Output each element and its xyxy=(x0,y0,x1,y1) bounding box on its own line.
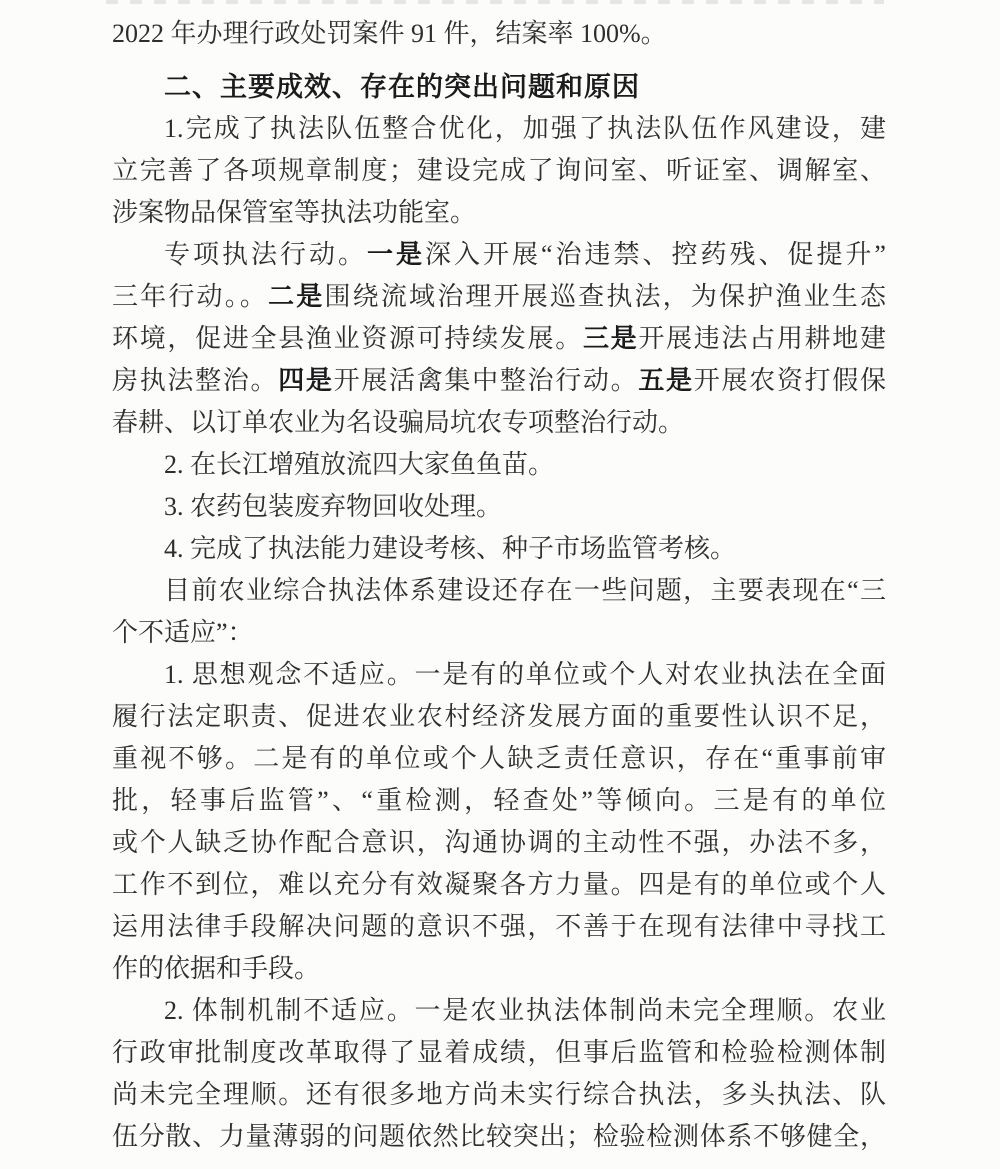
document-text-block xyxy=(112,13,886,1158)
text-line xyxy=(112,234,886,276)
body-text: 伍分散、力量薄弱的问题依然比较突出；检验检测体系不够健全， xyxy=(112,1122,886,1151)
body-text: 或个人缺乏协作配合意识，沟通协调的主动性不强，办法不多， xyxy=(112,828,886,857)
emphasized-text: 二是 xyxy=(268,282,325,311)
text-line xyxy=(112,318,886,360)
text-line xyxy=(112,402,886,444)
emphasized-text: 三是 xyxy=(582,324,639,353)
body-text: 开展违法占用耕地建 xyxy=(638,324,886,353)
body-text: 环境，促进全县渔业资源可持续发展。 xyxy=(112,324,583,353)
emphasized-text: 一是 xyxy=(366,240,425,269)
body-text: 履行法定职责、促进农业农村经济发展方面的重要性认识不足， xyxy=(112,702,886,731)
body-text: 三年行动。。 xyxy=(112,282,269,311)
body-text: 个不适应”： xyxy=(112,618,254,647)
text-line xyxy=(112,486,886,528)
text-line xyxy=(112,192,886,234)
body-text: 工作不到位，难以充分有效凝聚各方力量。四是有的单位或个人 xyxy=(112,870,886,899)
text-line xyxy=(112,654,886,696)
text-line xyxy=(112,864,886,906)
body-text: 开展活禽集中整治行动。 xyxy=(333,366,639,395)
text-line xyxy=(112,528,886,570)
body-text: 2. 在长江增殖放流四大家鱼鱼苗。 xyxy=(164,450,555,479)
body-text: 深入开展“治违禁、控药残、促提升” xyxy=(424,240,886,269)
text-line xyxy=(112,906,886,948)
body-text: 春耕、以订单农业为名设骗局坑农专项整治行动。 xyxy=(112,408,685,437)
body-text: 2022 年办理行政处罚案件 91 件，结案率 100%。 xyxy=(112,19,667,48)
emphasized-text: 二、主要成效、存在的突出问题和原因 xyxy=(164,72,640,102)
text-line xyxy=(112,738,886,780)
text-line xyxy=(112,696,886,738)
paragraph-continuation-line xyxy=(112,13,886,55)
text-line xyxy=(112,1074,886,1116)
text-line xyxy=(112,948,886,990)
body-text: 1.完成了执法队伍整合优化，加强了执法队伍作风建设，建 xyxy=(164,114,886,143)
emphasized-text: 五是 xyxy=(638,366,694,395)
text-line xyxy=(112,612,886,654)
text-line xyxy=(112,822,886,864)
body-text: 重视不够。二是有的单位或个人缺乏责任意识，存在“重事前审 xyxy=(112,744,886,773)
text-line xyxy=(112,444,886,486)
body-text: 尚未完全理顺。还有很多地方尚未实行综合执法，多头执法、队 xyxy=(112,1080,886,1109)
body-text: 运用法律手段解决问题的意识不强，不善于在现有法律中寻找工 xyxy=(112,912,886,941)
scan-artifact-top-edge xyxy=(106,0,884,4)
text-line xyxy=(112,780,886,822)
body-text: 立完善了各项规章制度；建设完成了询问室、听证室、调解室、 xyxy=(112,156,886,185)
text-line xyxy=(112,570,886,612)
text-line xyxy=(112,150,886,192)
text-line xyxy=(112,990,886,1032)
emphasized-text: 四是 xyxy=(278,366,334,395)
body-text: 批，轻事后监管”、“重检测，轻查处”等倾向。三是有的单位 xyxy=(112,786,886,815)
body-text: 房执法整治。 xyxy=(112,366,279,395)
text-line xyxy=(112,1032,886,1074)
text-line xyxy=(112,108,886,150)
body-text: 涉案物品保管室等执法功能室。 xyxy=(112,198,477,227)
text-line xyxy=(112,276,886,318)
body-text: 开展农资打假保 xyxy=(693,366,886,395)
body-text: 1. 思想观念不适应。一是有的单位或个人对农业执法在全面 xyxy=(164,660,886,689)
body-text: 作的依据和手段。 xyxy=(112,954,321,983)
body-text: 3. 农药包装废弃物回收处理。 xyxy=(164,492,503,521)
body-text: 专项执法行动。 xyxy=(164,240,367,269)
section-heading xyxy=(112,66,886,108)
body-text: 围绕流域治理开展巡查执法，为保护渔业生态 xyxy=(324,282,886,311)
text-line xyxy=(112,360,886,402)
body-text: 行政审批制度改革取得了显着成绩，但事后监管和检验检测体制 xyxy=(112,1038,886,1067)
body-text: 2. 体制机制不适应。一是农业执法体制尚未完全理顺。农业 xyxy=(164,996,886,1025)
body-text: 目前农业综合执法体系建设还存在一些问题，主要表现在“三 xyxy=(164,576,886,605)
text-line xyxy=(112,1116,886,1158)
body-text: 4. 完成了执法能力建设考核、种子市场监管考核。 xyxy=(164,534,737,563)
